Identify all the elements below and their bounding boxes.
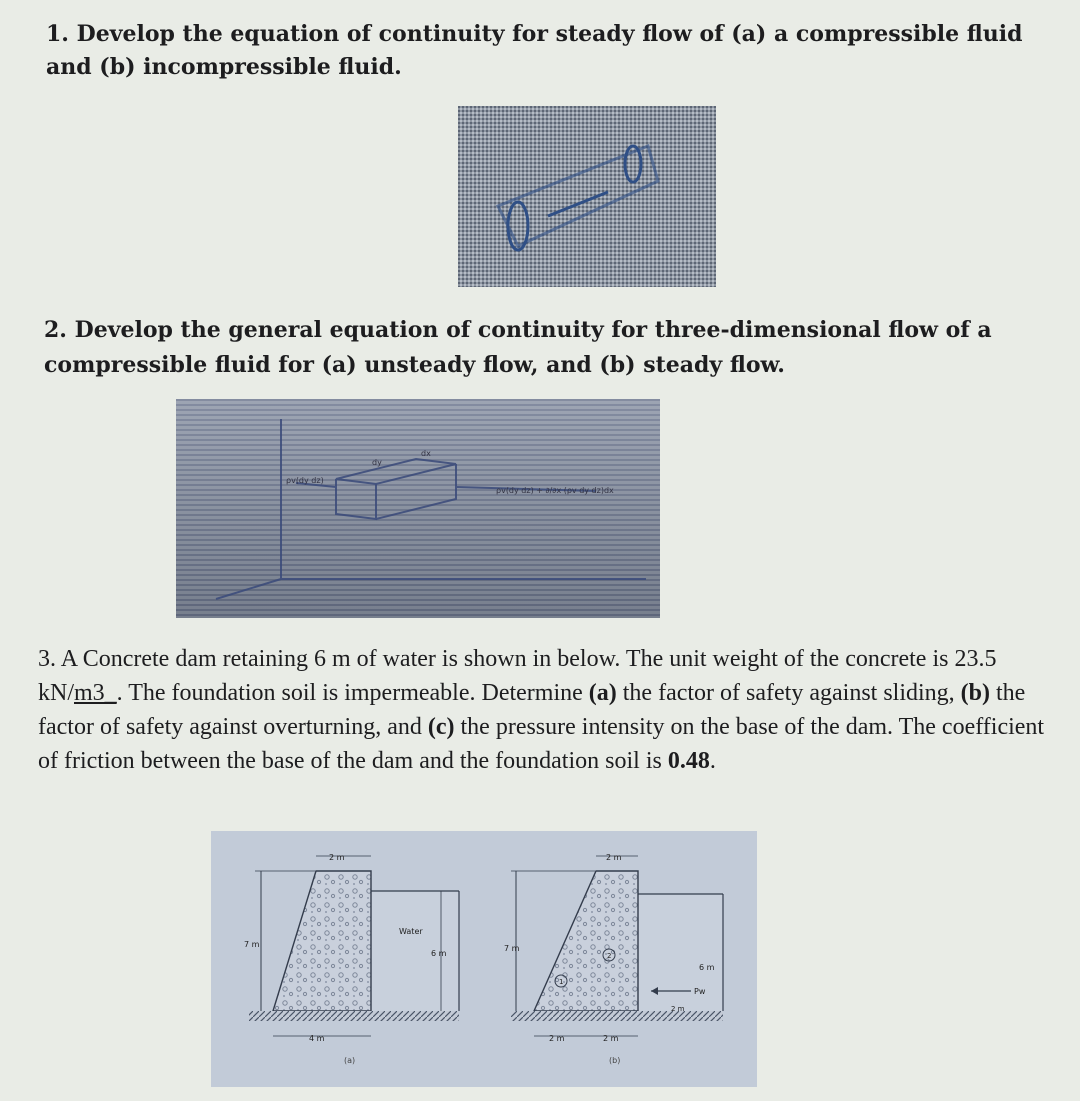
question-3: 3. A Concrete dam retaining 6 m of water is shown in below. The unit weight of the concrete is 23.5 kN/m3_. The foundation soil is impermeable. Determine (a) the factor of safety against sliding, (b) the factor of safety against overturning, and (c) the pressure intensity on the base of the dam. The coefficient of friction between the base of the dam and the foundation soil is 0.48. — [38, 646, 1045, 774]
dam-a-top-width: 2 m — [329, 853, 345, 862]
part-b-label: (b) — [960, 680, 991, 706]
figure-concrete-dams — [211, 831, 757, 1087]
label-outflow: ρv(dy dz) + ∂/∂x (ρv dy dz)dx — [496, 486, 614, 495]
friction-coefficient: 0.48 — [667, 748, 710, 774]
question-2: 2. Develop the general equation of continuity for three-dimensional flow of a compressible fluid for (a) unsteady flow, and (b) steady flow. — [44, 317, 992, 378]
question-3-number: 3 — [38, 646, 50, 672]
question-3-part1: A Concrete dam retaining 6 m of water is shown in below. The unit weight of the concrete is 23.5 kN/ — [38, 646, 997, 706]
foundation-a — [249, 1011, 459, 1021]
marker-1-label: 1 — [559, 978, 564, 986]
part-c-label: (c) — [427, 714, 455, 740]
figure-stream-tube — [458, 106, 716, 287]
dam-b-caption: (b) — [609, 1056, 621, 1065]
dam-a-base-width: 4 m — [309, 1034, 325, 1043]
figure-control-volume — [176, 399, 660, 618]
lever-arm: 2 m — [671, 1005, 685, 1013]
question-3-part2: . The foundation soil is impermeable. Determine — [116, 680, 589, 706]
dam-a-height: 7 m — [244, 940, 260, 949]
label-dy: dy — [372, 458, 382, 467]
dam-b-base-left: 2 m — [549, 1034, 565, 1043]
water-label: Water — [399, 927, 423, 936]
question-1: 1. Develop the equation of continuity for steady flow of (a) a compressible fluid and (b) incompressible fluid. — [46, 21, 1023, 80]
dam-a-caption: (a) — [344, 1056, 356, 1065]
part-a-text: the factor of safety against sliding, — [616, 680, 961, 706]
dam-b-top-width: 2 m — [606, 853, 622, 862]
water-body-b — [638, 894, 723, 1011]
unit-m3: m3_ — [74, 680, 117, 706]
dam-b-height: 7 m — [504, 944, 520, 953]
dam-b-base-right: 2 m — [603, 1034, 619, 1043]
part-c-text: the pressure intensity on the base of the dam. The coefficient of friction between the base of the dam and the foundation soil is — [38, 714, 1045, 774]
part-b-text: the factor of safety against overturning, and — [38, 680, 1026, 740]
marker-2-label: 2 — [607, 952, 612, 960]
label-inflow: ρv(dy dz) — [286, 476, 324, 485]
label-dx: dx — [421, 449, 431, 458]
dam-b-water-depth: 6 m — [699, 963, 715, 972]
water-force-label: Pw — [694, 987, 706, 996]
part-a-label: (a) — [588, 680, 617, 706]
dam-a-water-depth: 6 m — [431, 949, 447, 958]
foundation-b — [511, 1011, 723, 1021]
question-3-end: . — [709, 748, 716, 774]
